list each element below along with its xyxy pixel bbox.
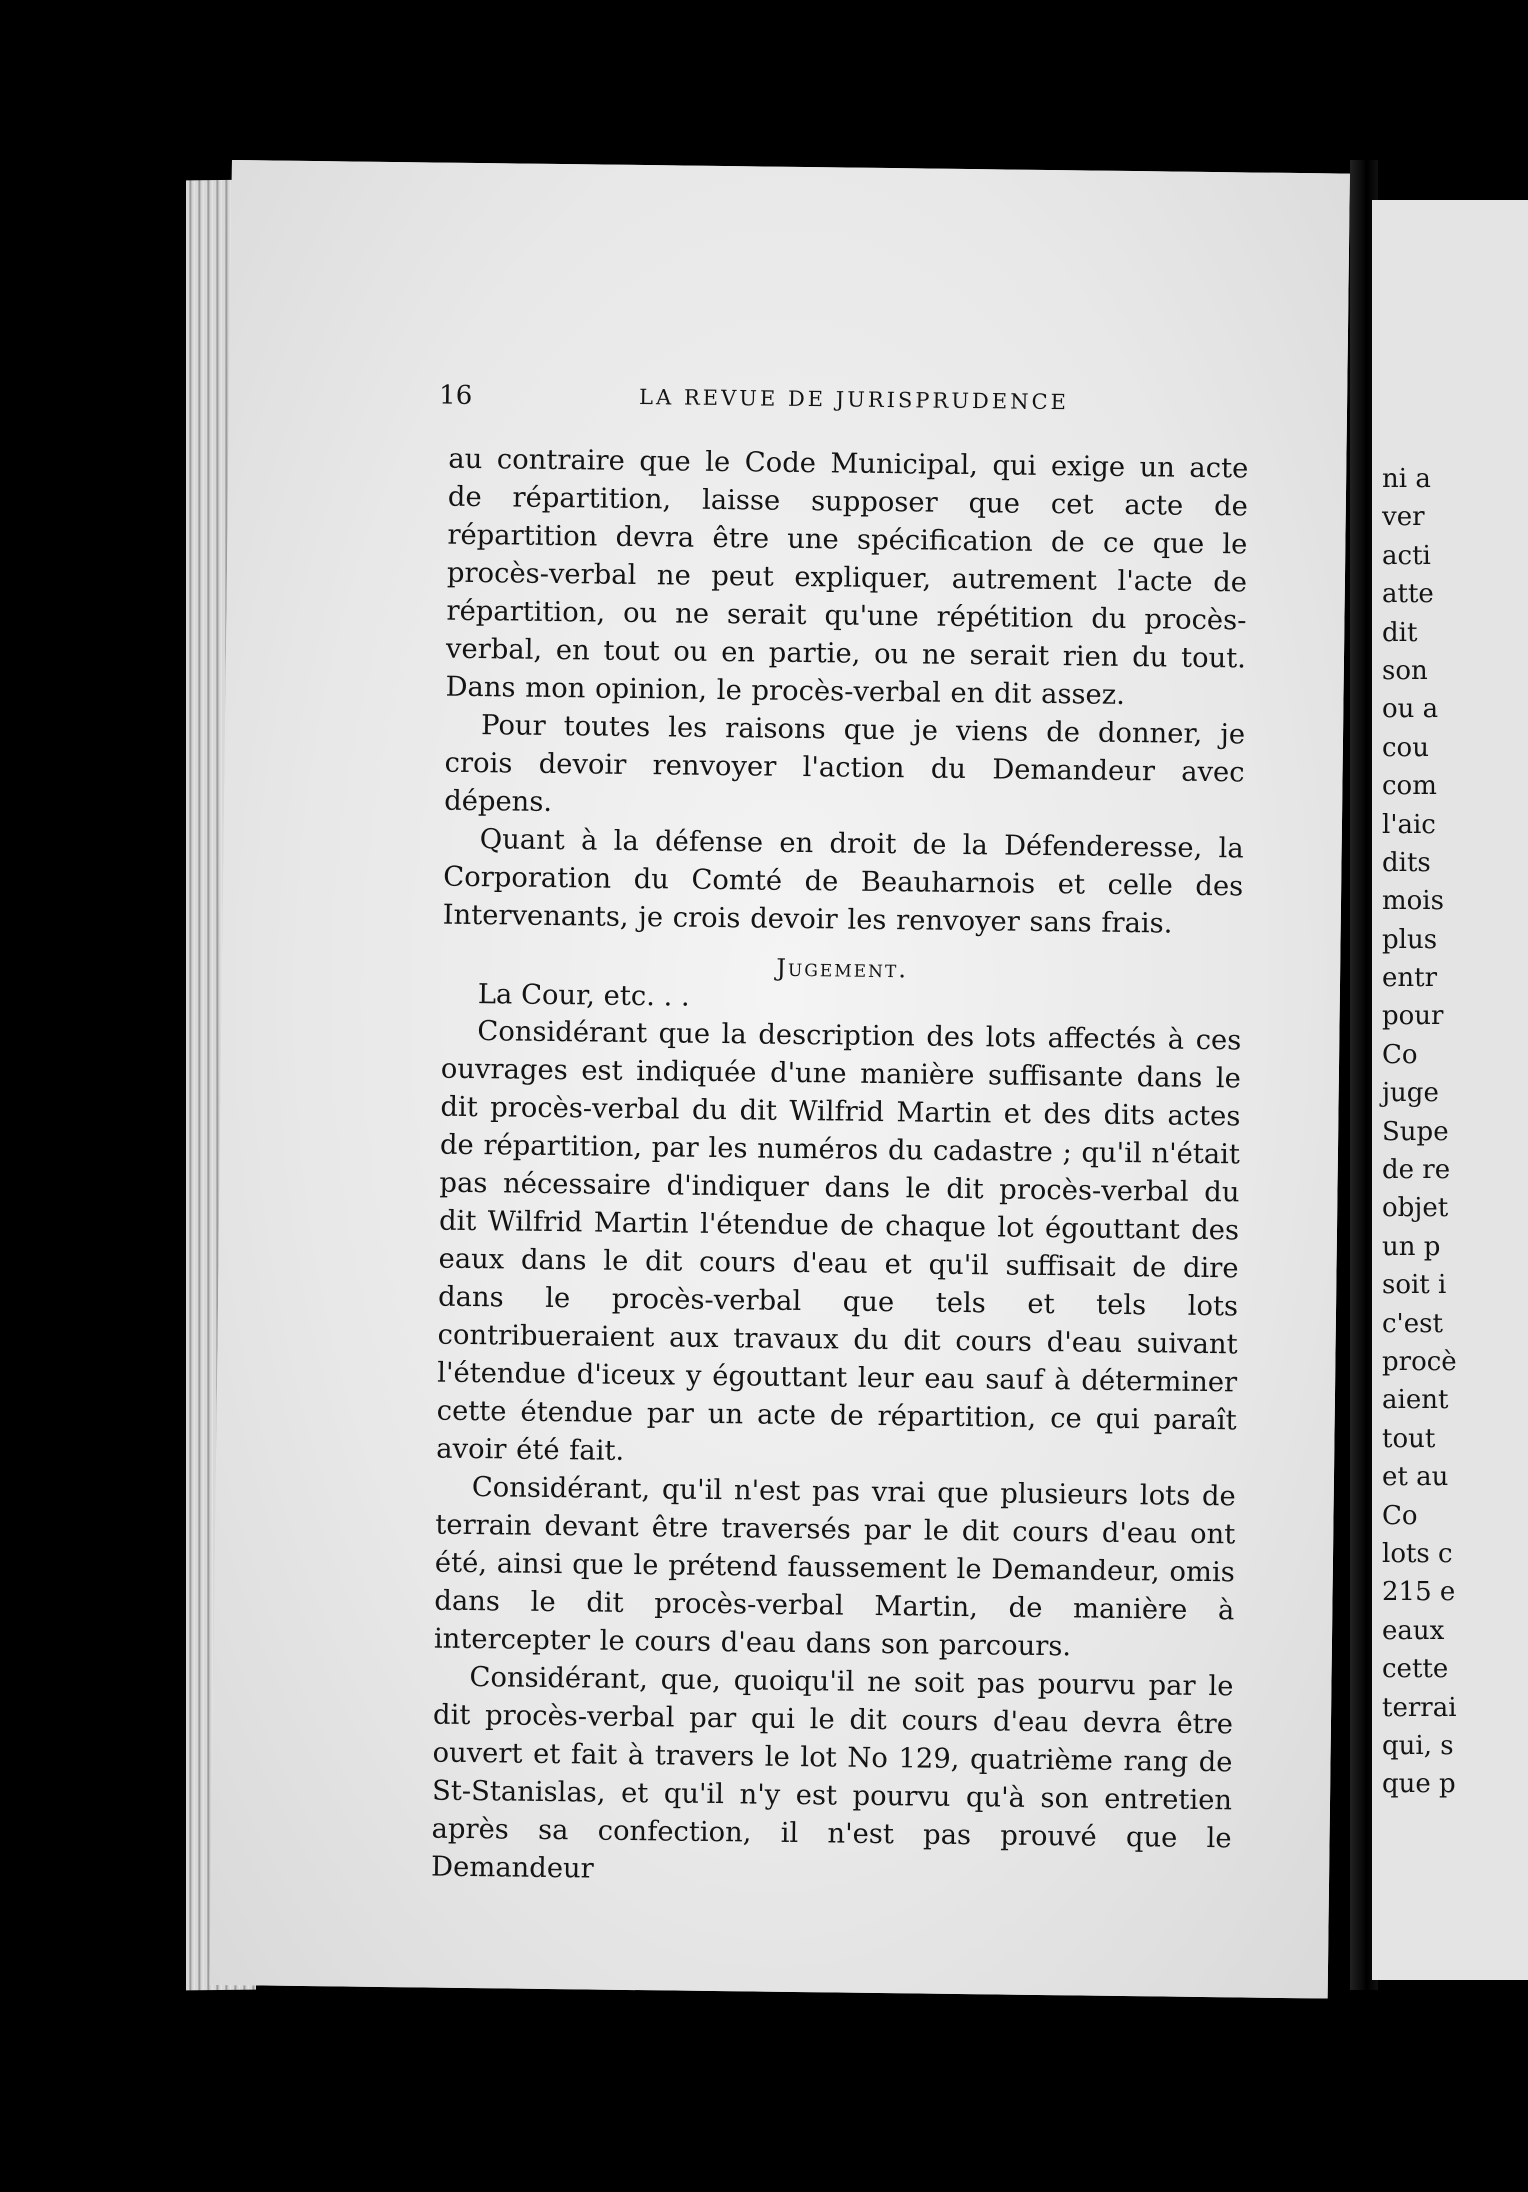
right-line: c'est <box>1382 1308 1443 1339</box>
right-line: 215 e <box>1382 1577 1456 1608</box>
right-line: cette <box>1382 1654 1449 1685</box>
right-page-fragment <box>1372 200 1528 1980</box>
right-line: son <box>1382 655 1428 686</box>
right-line: atte <box>1382 579 1434 610</box>
right-line: cou <box>1382 732 1429 763</box>
right-line: de re <box>1382 1155 1451 1186</box>
paragraph: Quant à la défense en droit de la Défenderesse, la Corporation du Comté de Beauharnois et celle des Intervenants, je crois devoir les renvoyer sans frais. <box>442 824 1244 940</box>
left-page <box>210 160 1350 1999</box>
page-content <box>431 381 1249 1897</box>
right-line: l'aic <box>1382 809 1436 840</box>
right-line: terrai <box>1382 1692 1457 1723</box>
right-line: objet <box>1382 1193 1449 1224</box>
right-page-lines <box>1382 460 1457 1804</box>
right-line: tout <box>1382 1423 1436 1454</box>
right-line: soit i <box>1382 1270 1447 1301</box>
page-number: 16 <box>438 380 473 411</box>
right-line: aient <box>1382 1385 1449 1416</box>
right-line: un p <box>1382 1231 1441 1262</box>
right-line: que p <box>1382 1769 1456 1800</box>
right-line: acti <box>1382 540 1431 571</box>
judgment-paragraph: Considérant, que, quoiqu'il ne soit pas pourvu par le dit procès-verbal par qui le dit cours d'eau devra être ouvert et fait à travers le lot No 129, quatrième rang de St-Stanislas, et qu'il n'y est pourvu qu'à son entretien après sa confection, il n'est pas prouvé que le Demandeur <box>430 1662 1234 1885</box>
right-line: plus <box>1382 924 1438 955</box>
right-line: Supe <box>1382 1116 1449 1147</box>
judgment-paragraph: Considérant, qu'il n'est pas vrai que plusieurs lots de terrain devant être traversés par le dit cours d'eau ont été, ainsi que le prétend faussement le Demandeur, omis dans le dit procès-verbal Martin, de manière à intercepter le cours d'eau dans son parcours. <box>433 1472 1236 1663</box>
right-line: qui, s <box>1382 1730 1454 1761</box>
paragraph-continuation: au contraire que le Code Municipal, qui exige un acte de répartition, laisse supposer que cet acte de répartition devra être une spécification de ce que le procès-verbal ne peut expliquer, autrement l'acte de répartition, ou ne serait qu'une répétition du procès-verbal, en tout ou en partie, ou ne serait rien du tout. Dans mon opinion, le procès-verbal en dit assez. <box>445 443 1249 711</box>
right-line: pour <box>1382 1001 1444 1032</box>
right-line: et au <box>1382 1462 1449 1493</box>
running-head <box>438 380 1250 451</box>
right-line: dits <box>1382 847 1431 878</box>
right-line: Co <box>1382 1500 1418 1531</box>
right-line: ni a <box>1382 464 1431 494</box>
right-line: entr <box>1382 963 1438 994</box>
right-line: ou a <box>1382 694 1439 725</box>
judgment-paragraph: Considérant que la description des lots affectés à ces ouvrages est indiquée d'une manière suffisante dans le dit procès-verbal du dit Wilfrid Martin et des dits actes de répartition, par les numéros du cadastre ; qu'il n'était pas nécessaire d'indiquer dans le dit procès-verbal du dit Wilfrid Martin l'étendue de chaque lot égouttant des eaux dans le dit cours d'eau et qu'il suffisait de dire dans le procès-verbal que tels et tels lots contribueraient aux travaux du dit cours d'eau suivant l'étendue d'iceux y égouttant leur eau sauf à déterminer cette étendue par un acte de répartition, ce qui paraît avoir été fait. <box>436 1016 1242 1467</box>
right-line: dit <box>1382 617 1418 648</box>
judgment-heading: Jugement. <box>776 953 909 984</box>
right-line: eaux <box>1382 1615 1445 1646</box>
right-line: procè <box>1382 1346 1457 1377</box>
right-line: lots c <box>1382 1538 1453 1569</box>
right-line: ver <box>1382 502 1425 533</box>
right-line: mois <box>1382 886 1444 917</box>
right-line: juge <box>1382 1078 1439 1109</box>
right-line: com <box>1382 771 1437 802</box>
right-line: Co <box>1382 1039 1418 1070</box>
paragraph: Pour toutes les raisons que je viens de donner, je crois devoir renvoyer l'action du Demandeur avec dépens. <box>443 710 1246 818</box>
judgment-opening: La Cour, etc. . . <box>477 979 690 1013</box>
running-title: LA REVUE DE JURISPRUDENCE <box>638 384 1070 415</box>
